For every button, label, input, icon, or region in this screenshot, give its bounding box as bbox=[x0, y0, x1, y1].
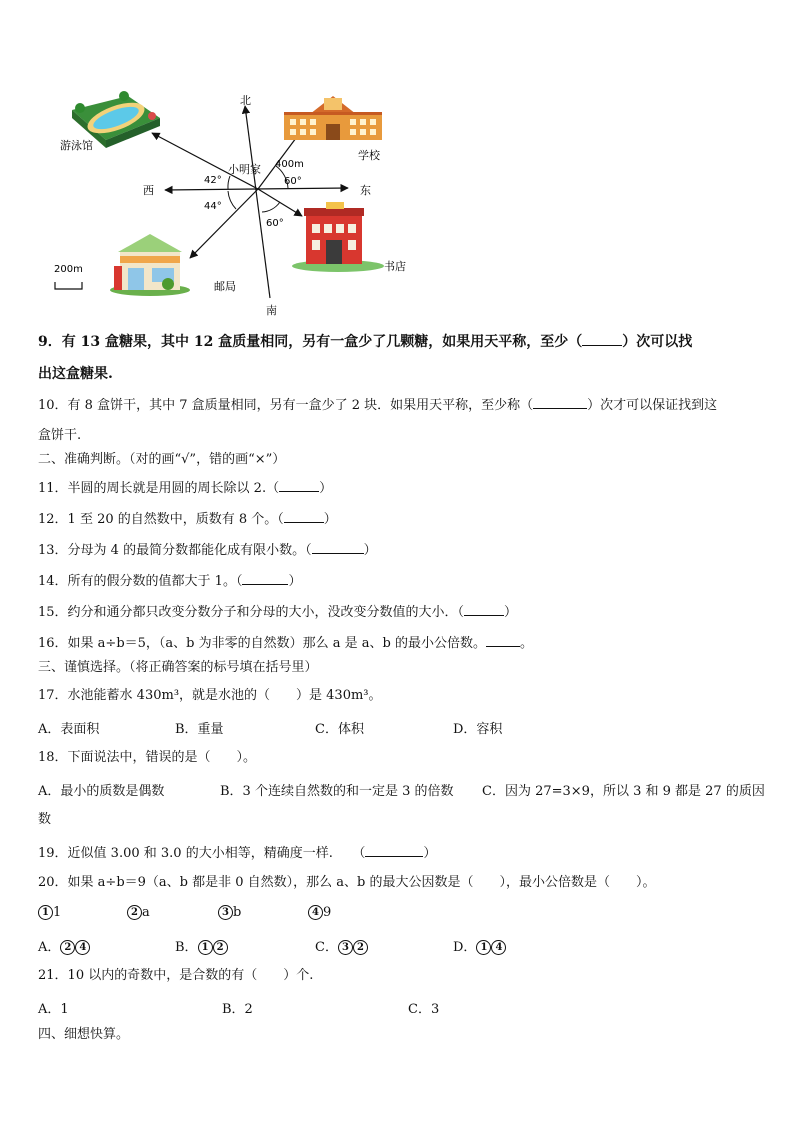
question-21-stem: 21．10 以内的奇数中，是合数的有（ ）个. bbox=[38, 968, 314, 983]
answer-blank-13[interactable] bbox=[312, 541, 364, 554]
q20-option-b[interactable]: B． 1 2 bbox=[175, 936, 228, 955]
school-label: 学校 bbox=[358, 149, 380, 162]
question-18-stem: 18．下面说法中，错误的是（ ）。 bbox=[38, 750, 257, 765]
q17-option-a[interactable]: A．表面积 bbox=[38, 722, 100, 737]
answer-blank-12[interactable] bbox=[284, 510, 324, 523]
circled-number-icon: 2 bbox=[127, 905, 142, 920]
west-label: 西 bbox=[143, 184, 154, 197]
question-13: 13．分母为 4 的最简分数都能化成有限小数。（ ） bbox=[38, 543, 377, 558]
circled-number-icon: 4 bbox=[491, 940, 506, 955]
circled-number-icon: 4 bbox=[75, 940, 90, 955]
angle-arc-se bbox=[262, 202, 280, 212]
section-2-heading: 二、准确判断。（对的画“√”，错的画“×”） bbox=[38, 452, 286, 467]
q17-option-d[interactable]: D．容积 bbox=[453, 722, 503, 737]
q20-option-c[interactable]: C． 3 2 bbox=[315, 936, 368, 955]
scale-bar bbox=[55, 282, 82, 289]
north-arrow bbox=[245, 106, 270, 298]
section-3-heading: 三、谨慎选择。（将正确答案的标号填在括号里） bbox=[38, 660, 318, 675]
q17-option-c[interactable]: C．体积 bbox=[315, 722, 364, 737]
circled-number-icon: 1 bbox=[38, 905, 53, 920]
q21-option-a[interactable]: A．1 bbox=[38, 1002, 69, 1017]
home-label: 小明家 bbox=[228, 163, 261, 176]
question-9-line2: 出这盒糖果. bbox=[38, 366, 113, 382]
direction-map bbox=[40, 88, 440, 320]
q20-option-a[interactable]: A． 2 4 bbox=[38, 936, 90, 955]
answer-blank-11[interactable] bbox=[279, 479, 319, 492]
q21-option-c[interactable]: C．3 bbox=[408, 1002, 440, 1017]
q18-option-c-continuation: 数 bbox=[38, 812, 52, 827]
question-9-line1: 9．有 13 盒糖果，其中 12 盒质量相同，另有一盒少了几颗糖，如果用天平称，至少（ ）次可以找 bbox=[38, 334, 693, 350]
section-4-heading: 四、细想快算。 bbox=[38, 1027, 130, 1042]
pool-label: 游泳馆 bbox=[60, 139, 93, 152]
q18-option-c[interactable]: C．因为 27=3×9，所以 3 和 9 都是 27 的质因 bbox=[482, 784, 765, 799]
east-label: 东 bbox=[360, 184, 371, 197]
circled-number-icon: 2 bbox=[353, 940, 368, 955]
angle-ne-label: 60° bbox=[284, 176, 302, 187]
answer-blank-10[interactable] bbox=[533, 396, 587, 409]
question-16: 16．如果 a÷b＝5，（a、b 为非零的自然数）那么 a 是 a、b 的最小公倍数。 。 bbox=[38, 636, 533, 651]
question-14: 14．所有的假分数的值都大于 1。（ ） bbox=[38, 574, 302, 589]
question-15: 15．约分和通分都只改变分数分子和分母的大小，没改变分数值的大小．（ ） bbox=[38, 605, 518, 620]
scale-label: 200m bbox=[54, 264, 83, 275]
angle-nw-label: 42° bbox=[204, 175, 222, 186]
circled-number-icon: 2 bbox=[60, 940, 75, 955]
answer-blank-14[interactable] bbox=[242, 572, 288, 585]
answer-blank-9[interactable] bbox=[582, 333, 622, 346]
bookstore-image bbox=[292, 202, 384, 272]
question-12: 12．1 至 20 的自然数中，质数有 8 个。（ ） bbox=[38, 512, 337, 527]
bookstore-label: 书店 bbox=[384, 260, 406, 273]
q20-item-1: 1 1 bbox=[38, 905, 61, 920]
circled-number-icon: 4 bbox=[308, 905, 323, 920]
north-label: 北 bbox=[240, 94, 251, 107]
circled-number-icon: 1 bbox=[476, 940, 491, 955]
answer-blank-15[interactable] bbox=[464, 603, 504, 616]
q20-item-3: 3 b bbox=[218, 905, 241, 920]
circled-number-icon: 3 bbox=[218, 905, 233, 920]
angle-se-label: 60° bbox=[266, 218, 284, 229]
angle-arc-nw bbox=[228, 176, 230, 189]
q21-option-b[interactable]: B．2 bbox=[222, 1002, 253, 1017]
q18-option-a[interactable]: A．最小的质数是偶数 bbox=[38, 784, 165, 799]
ray-to-post-office bbox=[190, 189, 258, 258]
circled-number-icon: 1 bbox=[198, 940, 213, 955]
post-office-image bbox=[110, 234, 190, 296]
south-label: 南 bbox=[266, 304, 277, 317]
q20-option-d[interactable]: D． 1 4 bbox=[453, 936, 506, 955]
answer-blank-16[interactable] bbox=[486, 634, 520, 647]
q18-option-b[interactable]: B．3 个连续自然数的和一定是 3 的倍数 bbox=[220, 784, 454, 799]
question-17-stem: 17．水池能蓄水 430m³，就是水池的（ ）是 430m³。 bbox=[38, 688, 382, 703]
circled-number-icon: 2 bbox=[213, 940, 228, 955]
post-office-label: 邮局 bbox=[214, 280, 236, 293]
angle-sw-label: 44° bbox=[204, 201, 222, 212]
school-image bbox=[284, 96, 382, 140]
angle-arc-sw bbox=[228, 191, 236, 209]
q20-item-4: 4 9 bbox=[308, 905, 331, 920]
distance-label: 400m bbox=[275, 159, 304, 170]
q20-item-2: 2 a bbox=[127, 905, 150, 920]
answer-blank-19[interactable] bbox=[365, 844, 423, 857]
question-19: 19．近似值 3.00 和 3.0 的大小相等，精确度一样. （ ） bbox=[38, 846, 437, 861]
q17-option-b[interactable]: B．重量 bbox=[175, 722, 224, 737]
question-10-line1: 10．有 8 盒饼干，其中 7 盒质量相同，另有一盒少了 2 块．如果用天平称，至少称（ ）次才可以保证找到这 bbox=[38, 398, 718, 413]
question-11: 11．半圆的周长就是用圆的周长除以 2.（ ） bbox=[38, 481, 333, 496]
circled-number-icon: 3 bbox=[338, 940, 353, 955]
question-10-line2: 盒饼干. bbox=[38, 428, 82, 443]
question-20-stem: 20．如果 a÷b＝9（a、b 都是非 0 自然数），那么 a、b 的最大公因数是（ ），最小公倍数是（ ）。 bbox=[38, 875, 656, 890]
